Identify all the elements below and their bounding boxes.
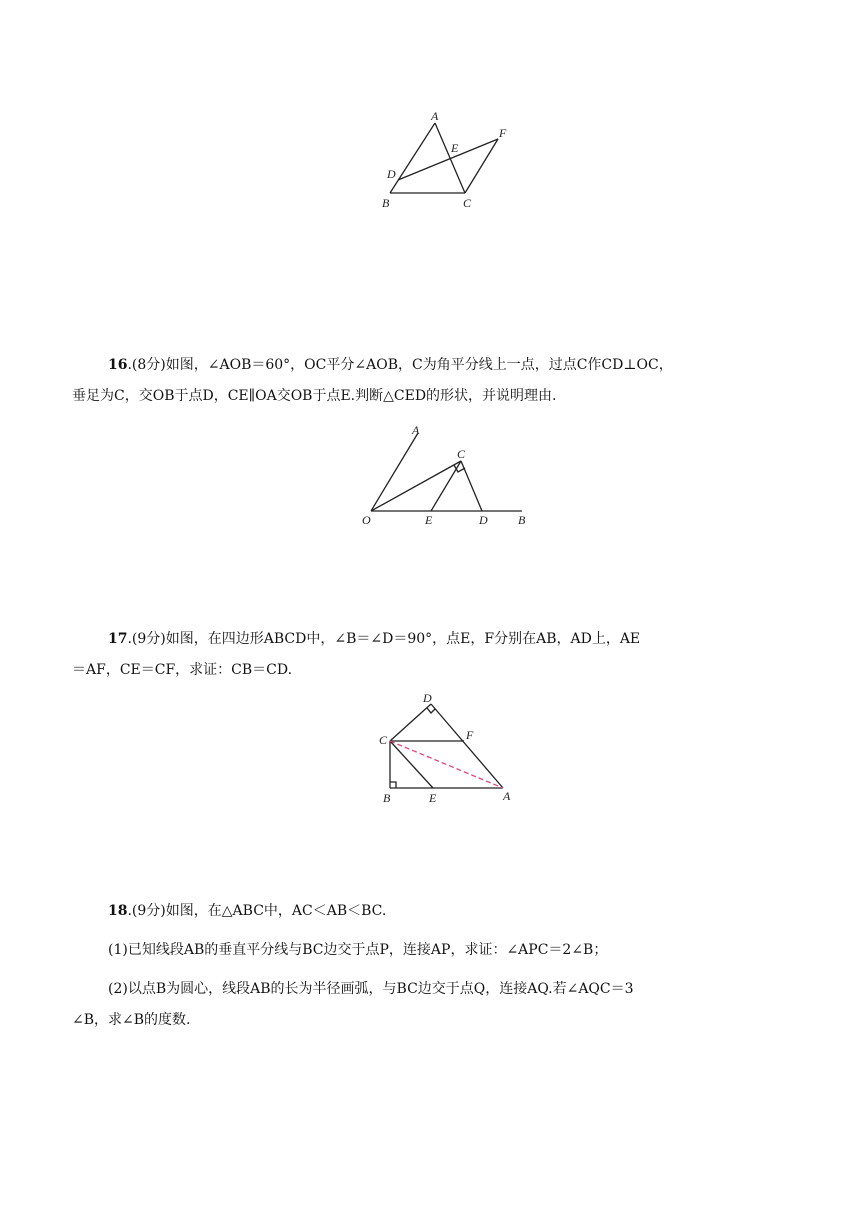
segment-da [431,704,503,788]
problem-18 [72,896,792,1036]
segment-cf [465,139,498,193]
problem-17 [72,624,792,686]
problem-18-part-2-line-2: ∠B，求∠B的度数. [72,1012,191,1028]
label-c: C [463,196,472,210]
right-angle-mark-d [427,708,435,713]
problem-17-number: 17 [108,631,128,647]
figure-problem-16 [350,420,550,530]
dashed-segment-ca [390,741,503,788]
label-c: C [457,447,466,461]
label-e: E [425,513,433,527]
problem-17-line-2: ＝AF，CE＝CF，求证：CB＝CD. [72,662,293,678]
problem-18-part-1: (1)已知线段AB的垂直平分线与BC边交于点P，连接AP，求证：∠APC＝2∠B； [108,942,608,958]
problem-18-stem-text: .(9分)如图，在△ABC中，AC＜AB＜BC. [127,903,387,919]
segment-oc [371,461,461,511]
problem-18-part-2-line-1: (2)以点B为圆心，线段AB的长为半径画弧，与BC边交于点Q，连接AQ.若∠AQC＝3 [108,981,634,997]
problem-17-line-1 [72,624,792,655]
label-a: A [431,109,439,123]
label-e: E [451,141,459,155]
segment-ba [390,123,435,193]
label-f: F [466,728,474,742]
problem-16-line-1 [72,350,792,381]
label-c: C [379,733,388,747]
label-a: A [503,789,511,803]
segment-df [398,139,498,180]
segment-cd [390,704,431,741]
ray-oa [371,433,418,511]
figure-16-svg [350,420,550,530]
problem-16 [72,350,792,412]
problem-16-line-2: 垂足为C，交OB于点D，CE∥OA交OB于点E.判断△CED的形状，并说明理由. [72,388,557,404]
problem-16-number: 16 [108,357,128,373]
figure-problem-17 [370,690,530,810]
label-o: O [362,513,371,527]
label-b: B [382,196,390,210]
label-b: B [383,791,391,805]
figure-15-svg [360,100,540,220]
label-d: D [479,513,488,527]
figure-17-svg [370,690,530,810]
label-d: D [423,691,432,705]
label-f: F [499,126,507,140]
label-a: A [412,423,420,437]
label-b: B [518,513,526,527]
figure-problem-15 [360,100,540,220]
label-d: D [387,167,396,181]
problem-16-text-1: .(8分)如图，∠AOB＝60°，OC平分∠AOB，C为角平分线上一点，过点C作CD⊥OC， [127,357,673,373]
problem-17-text-1: .(9分)如图，在四边形ABCD中，∠B＝∠D＝90°，点E，F分别在AB，AD上，AE [127,631,641,647]
segment-ce [390,741,433,788]
problem-18-number: 18 [108,903,128,919]
label-e: E [429,791,437,805]
problem-18-stem [72,896,792,927]
right-angle-mark-b [390,782,396,788]
